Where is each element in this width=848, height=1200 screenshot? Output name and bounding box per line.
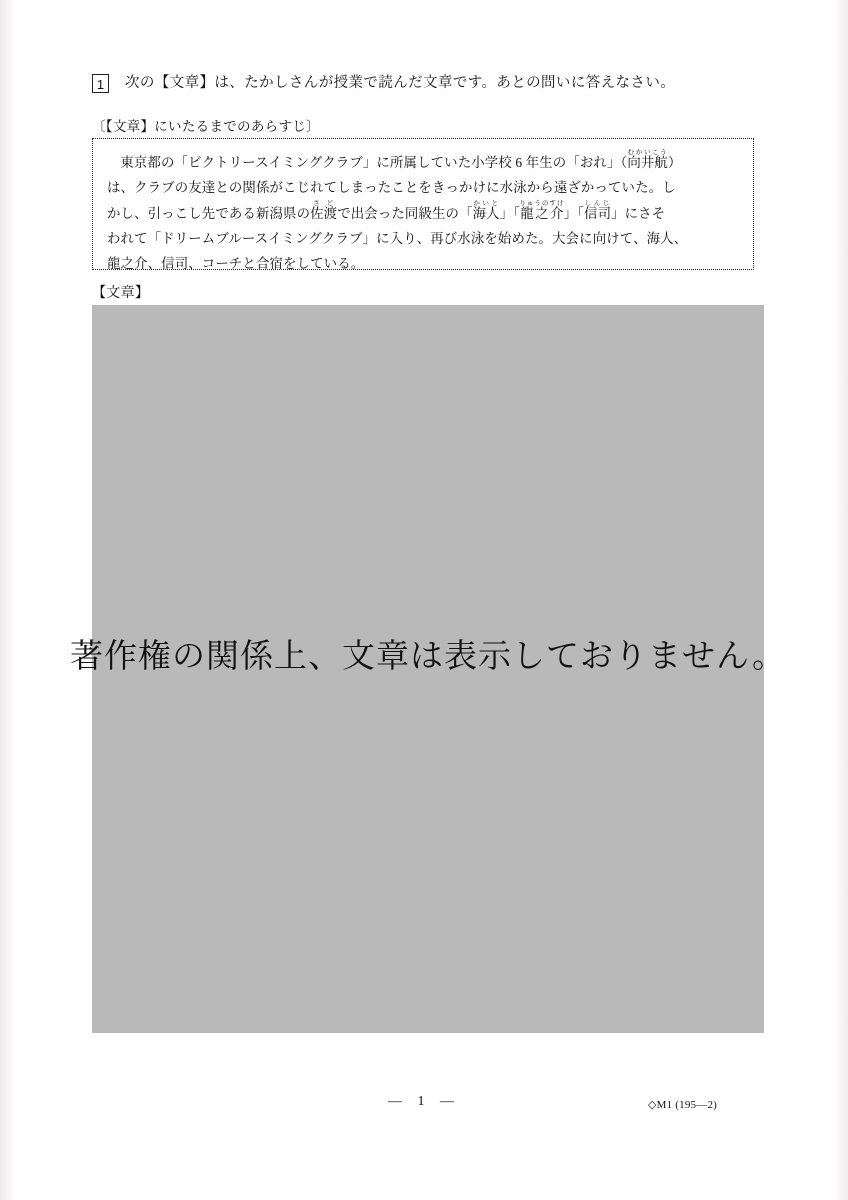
ruby-text: りゅうのすけ <box>519 200 565 207</box>
ruby-ryunosuke <box>519 200 565 221</box>
summary-line-3-a: かし、引っこし先である新潟県の <box>107 206 311 221</box>
copyright-notice: 著作権の関係上、文章は表示しておりません。 <box>70 635 786 675</box>
question-heading <box>92 74 675 93</box>
summary-line-3 <box>107 200 739 226</box>
summary-text <box>107 149 739 276</box>
ruby-mukaikou <box>627 149 668 170</box>
summary-line-1 <box>107 149 739 175</box>
footer-code: ◇M1 (195—2) <box>648 1099 718 1111</box>
ruby-base: 龍之介 <box>519 206 565 221</box>
ruby-text: むかいこう <box>627 149 668 156</box>
ruby-text: さど <box>310 200 338 207</box>
passage-label: 【文章】 <box>92 286 150 301</box>
summary-line-1-a: 東京都の「ビクトリースイミングクラブ」に所属していた小学校 6 年生の「おれ」（ <box>120 155 628 170</box>
summary-box <box>92 138 754 270</box>
ruby-base: 信司 <box>584 206 612 221</box>
ruby-base: 佐渡 <box>310 206 338 221</box>
summary-line-3-d: 」「 <box>563 206 585 221</box>
question-number: 1 <box>92 74 109 93</box>
summary-line-3-c: 」「 <box>499 206 521 221</box>
ruby-sado <box>310 200 338 221</box>
summary-line-5: 龍之介、信司、コーチと合宿をしている。 <box>107 256 365 271</box>
question-instruction: 次の【文章】は、たかしさんが授業で読んだ文章です。あとの問いに答えなさい。 <box>125 75 676 91</box>
summary-line-4: われて「ドリームブルースイミングクラブ」に入り、再び水泳を始めた。大会に向けて、海人、 <box>107 231 688 246</box>
summary-line-3-b: で出会った同級生の「 <box>337 206 473 221</box>
summary-line-3-e: 」にさそ <box>611 206 666 221</box>
ruby-kaito <box>472 200 500 221</box>
summary-label: 〔【文章】にいたるまでのあらすじ〕 <box>92 119 320 134</box>
summary-line-2: は、クラブの友達との関係がこじれてしまったことをきっかけに水泳から遠ざかっていた。し <box>107 180 676 195</box>
ruby-shinji <box>584 200 612 221</box>
ruby-base: 向井航 <box>627 155 668 170</box>
summary-line-1-b: ） <box>667 155 682 170</box>
page-number: — 1 — <box>388 1094 460 1109</box>
ruby-base: 海人 <box>472 206 500 221</box>
ruby-text: しんじ <box>584 200 612 207</box>
masked-passage-block <box>70 305 786 1033</box>
ruby-text: かいと <box>472 200 500 207</box>
